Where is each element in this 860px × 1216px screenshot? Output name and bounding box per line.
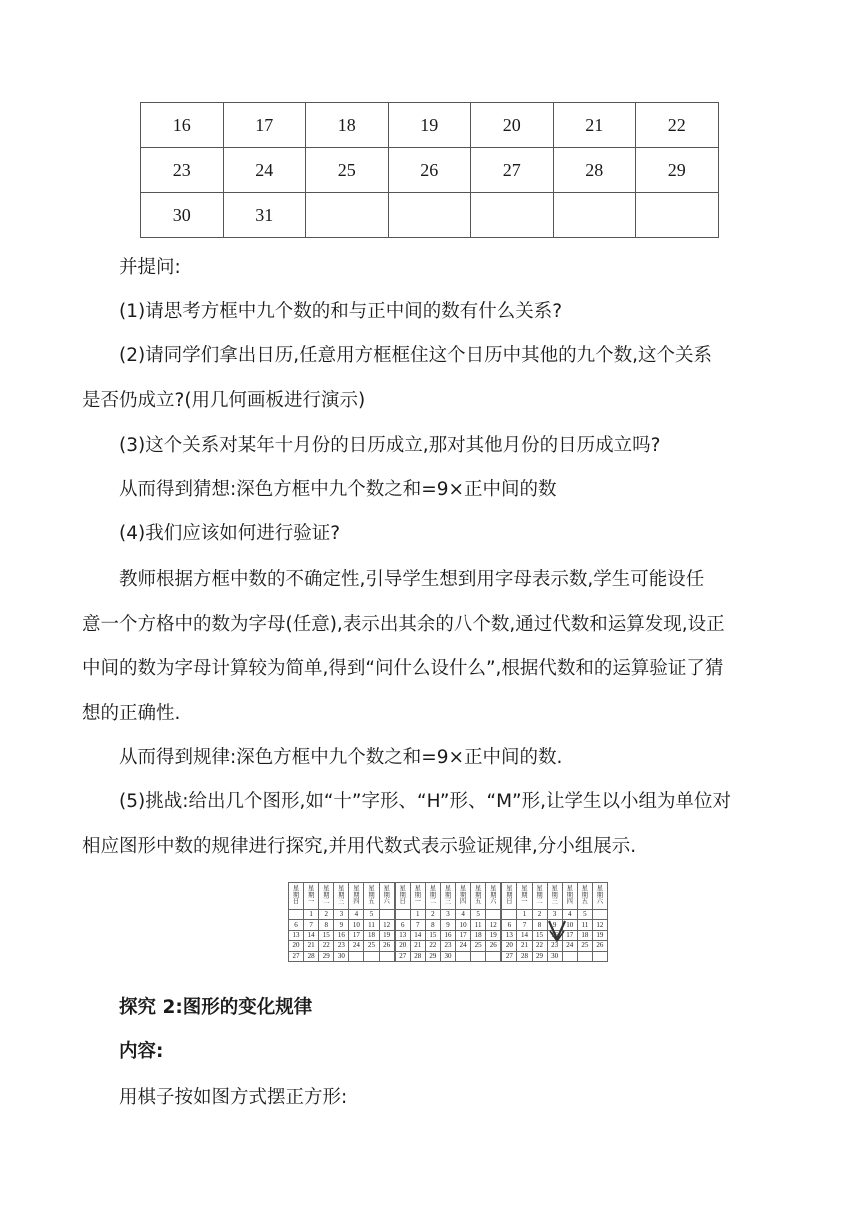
calendar-cell — [289, 910, 304, 920]
calendar-row — [395, 930, 501, 940]
calendar-cell: 29 — [425, 951, 440, 961]
calendar-cell: 7 — [304, 920, 319, 930]
calendar-cell: 25 — [364, 941, 379, 951]
calendar-header-cell — [502, 883, 517, 910]
table-cell: 29 — [636, 148, 719, 193]
table-cell: 17 — [223, 103, 306, 148]
calendar-cell — [592, 910, 607, 920]
calendar-header-cell — [364, 883, 379, 910]
table-cell: 31 — [223, 193, 306, 238]
weekday-label: 星期日 — [292, 884, 300, 906]
calendar-cell: 18 — [577, 930, 592, 940]
calendar-cell: 29 — [532, 951, 547, 961]
calendar-cell: 15 — [425, 930, 440, 940]
calendar-header-cell — [471, 883, 486, 910]
calendar-cell: 5 — [471, 910, 486, 920]
weekday-label: 星期四 — [459, 884, 467, 906]
table-row — [141, 148, 719, 193]
calendar-cell: 26 — [379, 941, 394, 951]
calendar-cell — [592, 951, 607, 961]
calendar-cell — [364, 951, 379, 961]
calendar-cell: 13 — [502, 930, 517, 940]
weekday-label: 星期四 — [353, 884, 360, 906]
calendar-row — [395, 910, 501, 920]
calendar-cell: 10 — [456, 920, 471, 930]
calendar-header-cell — [395, 883, 410, 910]
weekday-label: 星期三 — [338, 884, 345, 906]
table-cell: 23 — [141, 148, 224, 193]
calendar-row — [395, 920, 501, 930]
calendar-header-cell — [547, 883, 562, 910]
calendar-cell: 3 — [334, 910, 349, 920]
question-2: (2)请同学们拿出日历,任意用方框框住这个日历中其他的九个数,这个关系 是否仍成立?(用几何画板进行演示) — [82, 345, 712, 411]
table-cell — [471, 193, 554, 238]
paragraph: 用棋子按如图方式摆正方形: — [119, 1087, 348, 1108]
weekday-label: 星期五 — [475, 884, 482, 906]
calendar-cell: 29 — [319, 951, 334, 961]
calendar-cell: 11 — [364, 920, 379, 930]
calendar-cell: 25 — [471, 941, 486, 951]
calendar-header-cell — [532, 883, 547, 910]
calendar-header-cell — [517, 883, 532, 910]
calendar-cell: 11 — [471, 920, 486, 930]
calendar-row — [395, 951, 501, 961]
table-cell — [388, 193, 471, 238]
calendar-cell: 5 — [364, 910, 379, 920]
calendar-cell: 22 — [319, 941, 334, 951]
calendar-2 — [395, 882, 502, 962]
calendar-cell: 20 — [395, 941, 410, 951]
calendar-cell — [471, 951, 486, 961]
calendar-cell: 13 — [395, 930, 410, 940]
calendar-cell: 9 — [547, 920, 562, 930]
weekday-label: 星期三 — [444, 884, 452, 906]
calendar-header-cell — [562, 883, 577, 910]
weekday-label: 星期二 — [323, 884, 330, 906]
paragraph: 并提问: — [119, 257, 181, 278]
calendar-cell: 27 — [289, 951, 304, 961]
calendar-header-cell — [289, 883, 304, 910]
calendar-header-cell — [486, 883, 501, 910]
weekday-label: 星期五 — [368, 884, 375, 906]
calendar-cell: 16 — [547, 930, 562, 940]
calendar-cell: 4 — [349, 910, 364, 920]
number-table — [140, 102, 719, 238]
calendar-header-cell — [440, 883, 455, 910]
weekday-label: 星期一 — [521, 884, 528, 906]
calendar-cell: 27 — [395, 951, 410, 961]
calendar-cell — [349, 951, 364, 961]
calendar-cell: 23 — [547, 941, 562, 951]
calendar-cell: 12 — [379, 920, 394, 930]
rule: 从而得到规律:深色方框中九个数之和=9×正中间的数. — [119, 747, 563, 768]
calendar-cell: 10 — [349, 920, 364, 930]
table-cell: 21 — [553, 103, 636, 148]
calendar-cell: 23 — [334, 941, 349, 951]
calendar-cell: 6 — [502, 920, 517, 930]
weekday-label: 星期四 — [566, 884, 573, 906]
calendar-row — [289, 951, 395, 961]
calendar-cell: 9 — [334, 920, 349, 930]
calendar-header-row — [502, 883, 608, 910]
weekday-label: 星期三 — [551, 884, 558, 906]
calendar-header-cell — [425, 883, 440, 910]
table-cell: 19 — [388, 103, 471, 148]
calendar-cell — [577, 951, 592, 961]
calendar-header-cell — [379, 883, 394, 910]
calendar-cell: 17 — [456, 930, 471, 940]
calendar-cell: 18 — [364, 930, 379, 940]
calendar-cell: 15 — [532, 930, 547, 940]
weekday-label: 星期六 — [383, 884, 390, 906]
calendar-cell: 24 — [456, 941, 471, 951]
weekday-label: 星期一 — [414, 884, 421, 906]
calendar-cell: 18 — [471, 930, 486, 940]
calendar-row — [289, 910, 395, 920]
calendar-cell: 16 — [440, 930, 455, 940]
calendar-cell — [486, 951, 501, 961]
calendar-cell: 28 — [410, 951, 425, 961]
content-heading: 内容: — [119, 1041, 164, 1062]
challenge: (5)挑战:给出几个图形,如“十”字形、“H”形、“M”形,让学生以小组为单位对 相应图形中数的规律进行探究,并用代数式表示验证规律,分小组展示. — [82, 791, 732, 857]
question-1: (1)请思考方框中九个数的和与正中间的数有什么关系? — [119, 301, 563, 322]
calendar-header-row — [289, 883, 395, 910]
weekday-label: 星期六 — [490, 884, 497, 906]
calendar-cell: 9 — [440, 920, 455, 930]
calendar-cell: 1 — [517, 910, 532, 920]
table-cell — [306, 193, 389, 238]
calendar-row — [395, 941, 501, 951]
calendar-cell: 8 — [319, 920, 334, 930]
conjecture: 从而得到猜想:深色方框中九个数之和=9×正中间的数 — [119, 479, 557, 500]
calendar-cell: 30 — [547, 951, 562, 961]
calendar-cell: 2 — [425, 910, 440, 920]
calendar-header-cell — [304, 883, 319, 910]
calendar-cell: 6 — [395, 920, 410, 930]
table-cell — [636, 193, 719, 238]
table-cell: 18 — [306, 103, 389, 148]
calendar-cell: 4 — [562, 910, 577, 920]
table-cell: 22 — [636, 103, 719, 148]
calendar-row — [289, 941, 395, 951]
calendar-cell: 12 — [592, 920, 607, 930]
calendar-header-cell — [410, 883, 425, 910]
calendar-cell: 17 — [349, 930, 364, 940]
table-cell: 20 — [471, 103, 554, 148]
calendar-cell: 14 — [410, 930, 425, 940]
table-cell: 28 — [553, 148, 636, 193]
question-3: (3)这个关系对某年十月份的日历成立,那对其他月份的日历成立吗? — [119, 435, 661, 456]
section-heading: 探究 2:图形的变化规律 — [119, 997, 313, 1018]
calendar-cell — [379, 951, 394, 961]
weekday-label: 星期六 — [596, 884, 604, 906]
weekday-label: 星期二 — [429, 884, 437, 906]
table-cell: 16 — [141, 103, 224, 148]
weekday-label: 星期日 — [399, 884, 406, 906]
calendar-cell: 2 — [319, 910, 334, 920]
calendar-header-cell — [456, 883, 471, 910]
calendar-header-cell — [349, 883, 364, 910]
calendar-cell: 8 — [425, 920, 440, 930]
calendar-cell: 19 — [592, 930, 607, 940]
calendar-cell: 21 — [517, 941, 532, 951]
table-cell: 27 — [471, 148, 554, 193]
calendar-cell: 7 — [517, 920, 532, 930]
calendar-cell: 20 — [502, 941, 517, 951]
calendar-cell: 1 — [410, 910, 425, 920]
calendar-cell: 15 — [319, 930, 334, 940]
calendar-cell: 24 — [349, 941, 364, 951]
calendar-cell — [379, 910, 394, 920]
calendar-cell: 7 — [410, 920, 425, 930]
calendar-cell — [502, 910, 517, 920]
weekday-label: 星期一 — [307, 884, 315, 906]
calendar-cell: 17 — [562, 930, 577, 940]
calendar-row — [502, 951, 608, 961]
calendar-row — [289, 930, 395, 940]
calendar-header-cell — [577, 883, 592, 910]
calendar-cell: 14 — [304, 930, 319, 940]
calendar-cell: 22 — [532, 941, 547, 951]
calendar-cell: 12 — [486, 920, 501, 930]
weekday-label: 星期五 — [581, 884, 588, 906]
calendar-cell: 5 — [577, 910, 592, 920]
calendar-cell: 21 — [304, 941, 319, 951]
calendar-cell: 14 — [517, 930, 532, 940]
table-row — [141, 193, 719, 238]
calendar-cell: 24 — [562, 941, 577, 951]
table-row — [141, 103, 719, 148]
calendar-cell: 8 — [532, 920, 547, 930]
calendar-cell: 11 — [577, 920, 592, 930]
m-shape-mark-icon — [547, 919, 567, 943]
calendar-cell: 20 — [289, 941, 304, 951]
calendar-cell: 1 — [304, 910, 319, 920]
calendar-cell: 25 — [577, 941, 592, 951]
calendar-header-row — [395, 883, 501, 910]
calendar-cell: 28 — [517, 951, 532, 961]
calendar-header-cell — [592, 883, 607, 910]
calendar-cell: 3 — [547, 910, 562, 920]
calendar-cell: 16 — [334, 930, 349, 940]
calendar-cell: 26 — [486, 941, 501, 951]
calendar-cell: 30 — [334, 951, 349, 961]
teacher-paragraph: 教师根据方框中数的不确定性,引导学生想到用字母表示数,学生可能设任 意一个方格中的数为字母(任意),表示出其余的八个数,通过代数和运算发现,设正 中间的数为字母计算较为简单,得到“问什么设什么”,根据代数和的运算验证了猜 想的正确性. — [82, 569, 725, 724]
calendar-cell — [456, 951, 471, 961]
calendar-cell: 30 — [440, 951, 455, 961]
table-cell — [553, 193, 636, 238]
calendar-cell: 2 — [532, 910, 547, 920]
calendar-cell: 21 — [410, 941, 425, 951]
calendar-cell: 10 — [562, 920, 577, 930]
calendar-row — [289, 920, 395, 930]
calendar-cell: 27 — [502, 951, 517, 961]
calendar-cell: 19 — [379, 930, 394, 940]
question-4: (4)我们应该如何进行验证? — [119, 523, 341, 544]
table-cell: 25 — [306, 148, 389, 193]
table-cell: 24 — [223, 148, 306, 193]
calendar-header-cell — [319, 883, 334, 910]
table-cell: 30 — [141, 193, 224, 238]
calendar-1 — [288, 882, 395, 962]
calendar-cell: 6 — [289, 920, 304, 930]
calendar-cell: 28 — [304, 951, 319, 961]
calendar-cell: 13 — [289, 930, 304, 940]
calendar-cell: 3 — [440, 910, 455, 920]
weekday-label: 星期二 — [536, 884, 543, 906]
table-cell: 26 — [388, 148, 471, 193]
calendar-cell: 23 — [440, 941, 455, 951]
calendar-cell — [486, 910, 501, 920]
calendar-cell — [395, 910, 410, 920]
calendar-cell: 19 — [486, 930, 501, 940]
calendar-cell: 22 — [425, 941, 440, 951]
calendar-cell: 26 — [592, 941, 607, 951]
calendar-cell — [562, 951, 577, 961]
calendar-cell: 4 — [456, 910, 471, 920]
calendar-header-cell — [334, 883, 349, 910]
weekday-label: 星期日 — [506, 884, 513, 906]
